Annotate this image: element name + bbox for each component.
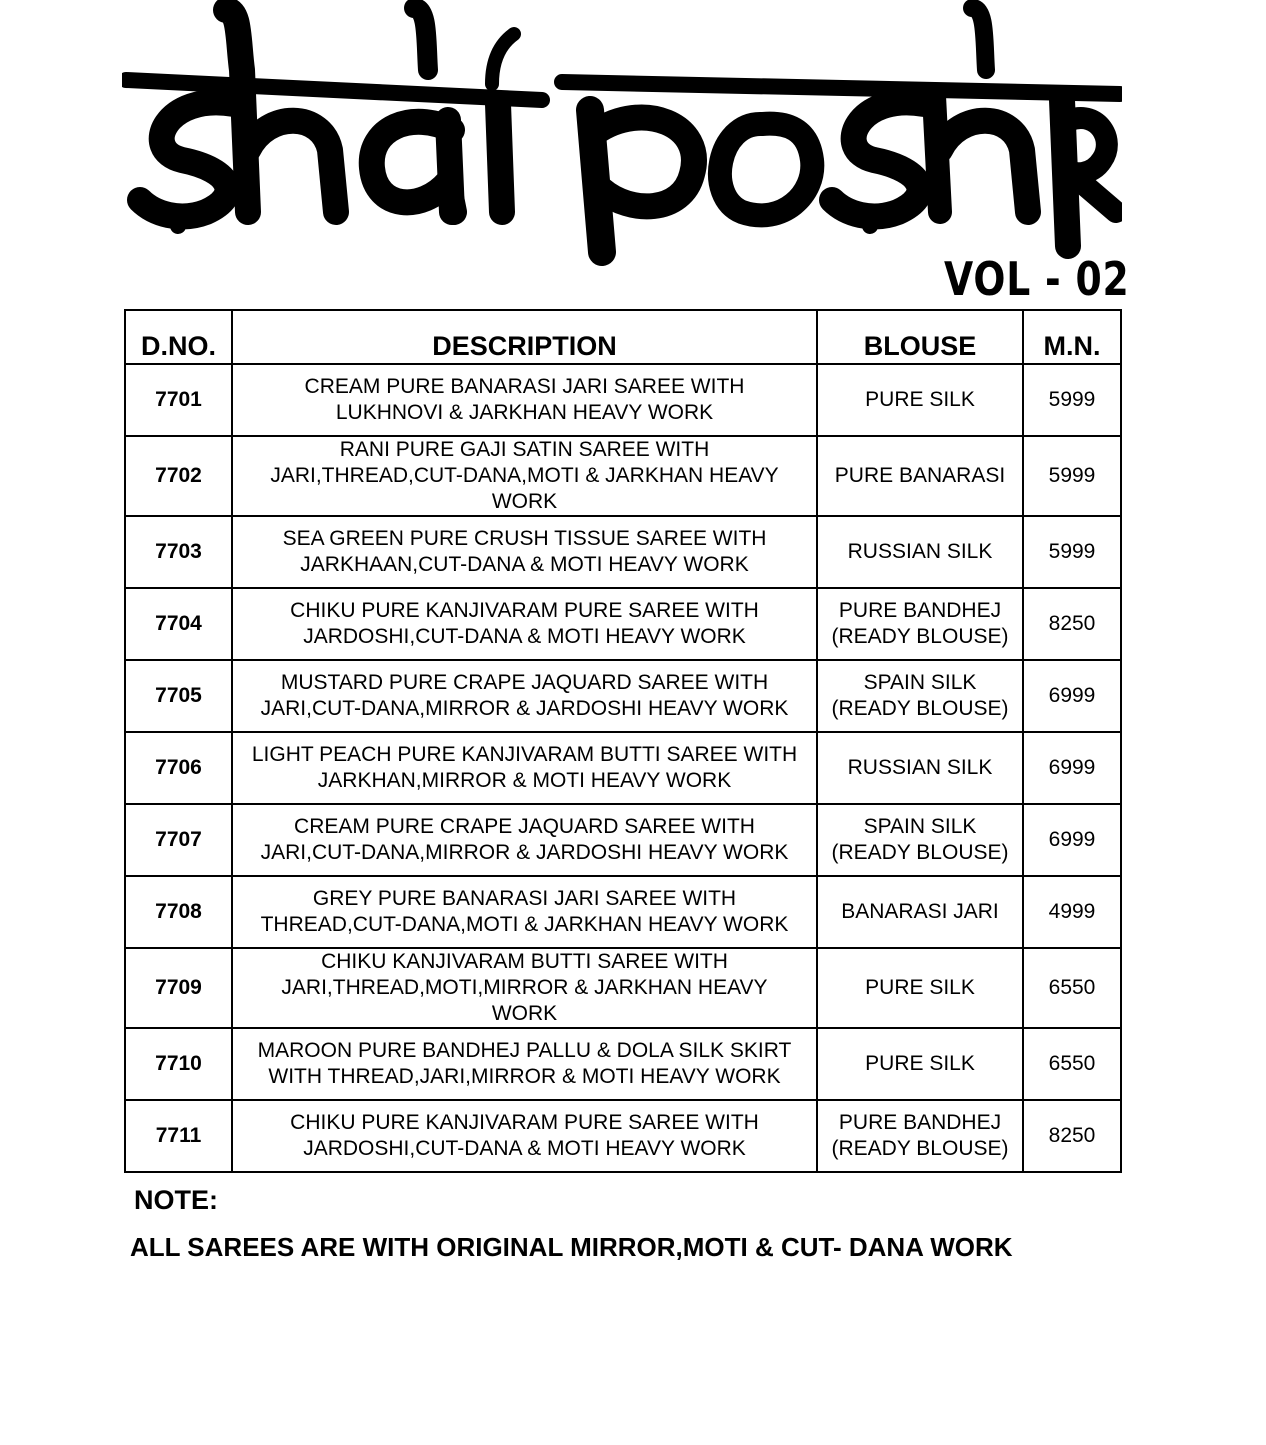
description-line: THREAD,CUT-DANA,MOTI & JARKHAN HEAVY WORK <box>260 913 789 936</box>
description-cell <box>232 732 817 804</box>
description-line: SEA GREEN PURE CRUSH TISSUE SAREE WITH <box>282 527 767 550</box>
table-row <box>125 876 1121 948</box>
blouse-cell <box>817 1028 1023 1100</box>
description-cell <box>232 436 817 516</box>
blouse-cell <box>817 876 1023 948</box>
table-row <box>125 732 1121 804</box>
blouse-line: (READY BLOUSE) <box>831 1137 1009 1160</box>
description-cell <box>232 588 817 660</box>
blouse-line: PURE BANARASI <box>834 464 1006 487</box>
blouse-line: PURE SILK <box>865 976 975 999</box>
description-line: MUSTARD PURE CRAPE JAQUARD SAREE WITH <box>280 671 769 694</box>
description-line: JARI,CUT-DANA,MIRROR & JARDOSHI HEAVY WORK <box>260 697 789 720</box>
description-line: CHIKU KANJIVARAM BUTTI SAREE WITH <box>321 950 728 973</box>
design-number: 7705 <box>125 660 232 732</box>
blouse-line: PURE BANDHEJ <box>838 599 1002 622</box>
design-number: 7707 <box>125 804 232 876</box>
design-number: 7704 <box>125 588 232 660</box>
description-cell <box>232 876 817 948</box>
description-cell <box>232 364 817 436</box>
blouse-cell <box>817 804 1023 876</box>
table-row <box>125 804 1121 876</box>
blouse-line: PURE BANDHEJ <box>838 1111 1002 1134</box>
table-header-row <box>125 310 1121 364</box>
header-mn: M.N. <box>1023 310 1121 364</box>
blouse-line: SPAIN SILK <box>863 671 977 694</box>
mn-cell: 8250 <box>1023 1100 1121 1172</box>
blouse-cell <box>817 364 1023 436</box>
design-number: 7702 <box>125 436 232 516</box>
note-label: NOTE: <box>134 1185 218 1215</box>
table-row <box>125 660 1121 732</box>
description-cell <box>232 1028 817 1100</box>
description-line: JARI,CUT-DANA,MIRROR & JARDOSHI HEAVY WORK <box>260 841 789 864</box>
mn-cell: 5999 <box>1023 364 1121 436</box>
note-text: ALL SAREES ARE WITH ORIGINAL MIRROR,MOTI & CUT- DANA WORK <box>130 1232 1013 1262</box>
blouse-line: (READY BLOUSE) <box>831 841 1009 864</box>
table-row <box>125 588 1121 660</box>
mn-cell: 5999 <box>1023 516 1121 588</box>
description-line: JARKHAAN,CUT-DANA & MOTI HEAVY WORK <box>300 553 749 576</box>
description-line: MAROON PURE BANDHEJ PALLU & DOLA SILK SKIRT <box>257 1039 792 1062</box>
header-description: DESCRIPTION <box>232 310 817 364</box>
description-cell <box>232 948 817 1028</box>
design-number: 7708 <box>125 876 232 948</box>
blouse-line: PURE SILK <box>865 388 975 411</box>
table-row <box>125 364 1121 436</box>
design-number: 7710 <box>125 1028 232 1100</box>
blouse-line: RUSSIAN SILK <box>847 756 993 779</box>
design-number: 7701 <box>125 364 232 436</box>
table-row <box>125 1100 1121 1172</box>
blouse-cell <box>817 732 1023 804</box>
table-row <box>125 1028 1121 1100</box>
description-line: CREAM PURE BANARASI JARI SAREE WITH <box>304 375 745 398</box>
blouse-line: PURE SILK <box>865 1052 975 1075</box>
description-line: WORK <box>491 490 558 513</box>
description-line: RANI PURE GAJI SATIN SAREE WITH <box>339 438 710 461</box>
design-number: 7711 <box>125 1100 232 1172</box>
mn-cell: 6999 <box>1023 732 1121 804</box>
mn-cell: 8250 <box>1023 588 1121 660</box>
blouse-cell <box>817 1100 1023 1172</box>
blouse-line: SPAIN SILK <box>863 815 977 838</box>
mn-cell: 6550 <box>1023 1028 1121 1100</box>
catalog-table <box>124 309 1122 1173</box>
description-line: LUKHNOVI & JARKHAN HEAVY WORK <box>335 401 714 424</box>
blouse-cell <box>817 588 1023 660</box>
description-line: JARDOSHI,CUT-DANA & MOTI HEAVY WORK <box>303 625 746 648</box>
description-cell <box>232 516 817 588</box>
blouse-cell <box>817 660 1023 732</box>
description-line: JARI,THREAD,CUT-DANA,MOTI & JARKHAN HEAVY <box>270 464 779 487</box>
blouse-line: (READY BLOUSE) <box>831 625 1009 648</box>
mn-cell: 6999 <box>1023 804 1121 876</box>
description-line: CHIKU PURE KANJIVARAM PURE SAREE WITH <box>290 599 759 622</box>
description-line: JARKHAN,MIRROR & MOTI HEAVY WORK <box>317 769 732 792</box>
description-line: WORK <box>491 1002 558 1025</box>
mn-cell: 5999 <box>1023 436 1121 516</box>
blouse-cell <box>817 436 1023 516</box>
blouse-line: RUSSIAN SILK <box>847 540 993 563</box>
design-number: 7709 <box>125 948 232 1028</box>
table-row <box>125 948 1121 1028</box>
description-cell <box>232 804 817 876</box>
description-line: WITH THREAD,JARI,MIRROR & MOTI HEAVY WORK <box>268 1065 781 1088</box>
design-number: 7703 <box>125 516 232 588</box>
description-line: LIGHT PEACH PURE KANJIVARAM BUTTI SAREE WITH <box>251 743 798 766</box>
header-dno: D.NO. <box>125 310 232 364</box>
blouse-cell <box>817 516 1023 588</box>
mn-cell: 6550 <box>1023 948 1121 1028</box>
mn-cell: 4999 <box>1023 876 1121 948</box>
description-line: CREAM PURE CRAPE JAQUARD SAREE WITH <box>294 815 755 838</box>
description-line: CHIKU PURE KANJIVARAM PURE SAREE WITH <box>290 1111 759 1134</box>
description-cell <box>232 1100 817 1172</box>
volume-label: VOL - 02 <box>944 252 1130 306</box>
blouse-cell <box>817 948 1023 1028</box>
blouse-line: BANARASI JARI <box>841 900 999 923</box>
design-number: 7706 <box>125 732 232 804</box>
table-row <box>125 436 1121 516</box>
description-line: JARI,THREAD,MOTI,MIRROR & JARKHAN HEAVY <box>281 976 768 999</box>
description-line: GREY PURE BANARASI JARI SAREE WITH <box>312 887 737 910</box>
header-blouse: BLOUSE <box>817 310 1023 364</box>
mn-cell: 6999 <box>1023 660 1121 732</box>
table-row <box>125 516 1121 588</box>
description-line: JARDOSHI,CUT-DANA & MOTI HEAVY WORK <box>303 1137 746 1160</box>
description-cell <box>232 660 817 732</box>
blouse-line: (READY BLOUSE) <box>831 697 1009 720</box>
